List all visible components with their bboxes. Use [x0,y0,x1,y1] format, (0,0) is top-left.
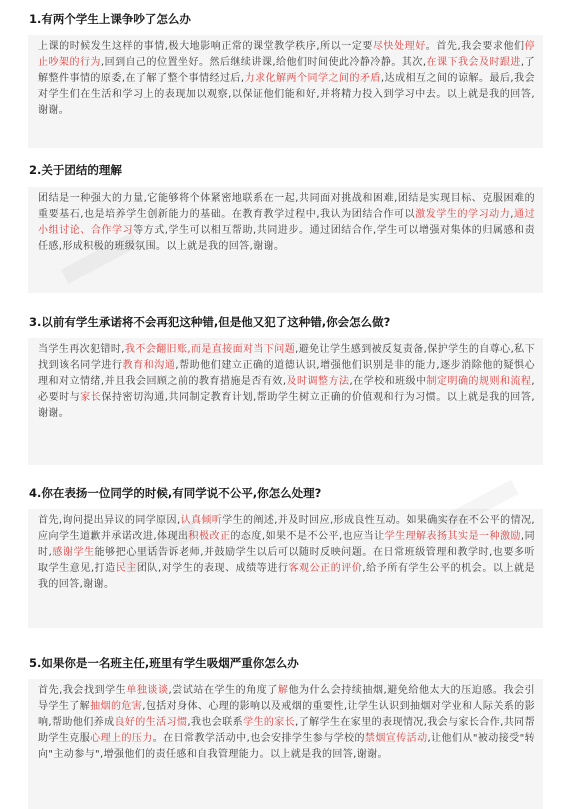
highlighted-phrase: 停止吵架的行为 [38,41,536,68]
answer-text [38,342,535,422]
question-title: 5.如果你是一名班主任,班里有学生吸烟严重你怎么办 [29,656,299,670]
highlighted-phrase: 良好的生活习惯 [114,717,188,728]
answer-segment: 团队,对学生的表现、成绩等进行 [136,563,289,574]
highlighted-phrase: 解 [277,685,289,696]
highlighted-phrase: 我不会翻旧账,而是直接面对当下问题 [124,344,296,355]
highlighted-phrase: 尽快处理好 [372,41,426,52]
answer-segment: ,了解学生在家里的表现情况,我会与家长合作,共同帮助学生克服 [38,717,535,744]
highlighted-phrase: 制定明确的规则和流程 [426,376,532,387]
highlighted-phrase: 心理上的压力 [90,733,153,744]
highlighted-phrase: 力求化解两个同学之间的矛盾 [244,73,381,84]
answer-segment: 。在日常教学活动中,也会安排学生参与学校的 [152,733,365,744]
highlighted-phrase: 在课下我会及时跟进 [426,57,521,68]
answer-segment: 他为什么会持续抽烟,避免给他太大的压迫感。我会引导学生了解 [38,685,535,712]
question-section-1 [0,12,571,116]
answer-segment: 能够把心里话告诉老师,并鼓励学生以后可以随时反映问题。在日常班级管理和教学时,也要多听取学生意见,打造 [38,547,535,574]
question-section-5 [0,656,571,760]
highlighted-phrase: 家长 [80,392,102,403]
highlighted-phrase: 学生理解表扬其实是一种激励 [384,531,521,542]
highlighted-phrase: 激发学生的学习动力 [415,209,511,220]
answer-segment: 首先,我会找到学生 [38,685,127,696]
answer-segment: 团结是一种强大的力量,它能够将个体紧密地联系在一起,共同面对挑战和困难,团结是实现目标、克服困难的重要基石,也是培养学生创新能力的基础。在教育教学过程中,我认为团结合作可以 [38,193,535,220]
question-section-2 [0,163,571,252]
answer-segment: ,我也会联系 [187,717,244,728]
answer-segment: ,回到自己的位置坐好。然后继续讲课,给他们时间使此冷静冷静。其次, [100,57,427,68]
answer-text [38,191,535,255]
highlighted-phrase: 学生的家长 [243,717,296,728]
highlighted-phrase: 通过小组讨论、合作学习 [38,209,535,236]
highlighted-phrase: 教育和沟通 [122,360,176,371]
answer-segment: 上课的时候发生这样的事情,极大地影响正常的课堂教学秩序,所以一定要 [38,41,373,52]
answer-segment: ,必要时与 [38,376,536,403]
answer-box [28,187,543,293]
answer-segment: 学生的阐述,并及时回应,形成良性互动。如果确实存在不公平的情况,应向学生道歉并承诺改进,体现出 [38,515,535,542]
highlighted-phrase: 客观公正的评价 [288,563,363,574]
answer-box [28,679,543,809]
question-title: 2.关于团结的理解 [29,163,122,177]
answer-segment: 。首先,我会要求他们 [425,41,525,52]
answer-box [28,509,543,628]
question-title: 4.你在表扬一位同学的时候,有同学说不公平,你怎么处理? [29,486,322,500]
highlighted-phrase: 认真倾听 [180,515,223,526]
highlighted-phrase: 禁烟宣传活动 [364,733,428,744]
answer-segment: ,尝试站在学生的角度了 [168,685,278,696]
answer-segment: ,在学校和班级中 [349,376,427,387]
answer-segment: ,了解整件事情的原委,在了解了整个事情经过后, [38,57,535,84]
answer-segment: , [510,209,514,220]
answer-segment: ,包括对身体、心理的影响以及戒烟的重要性,让学生认识到抽烟对学业和人际关系的影响,帮助他们养成 [38,701,535,728]
highlighted-phrase: 民主 [115,563,137,574]
answer-segment: ,帮助他们建立正确的道德认识,增强他们识别是非的能力,逐步消除他的疑惧心理和对立情绪,并且我会回顾之前的教育措施是否有效, [38,360,536,387]
answer-segment: 等方式,学生可以相互帮助,共同进步。通过团结合作,学生可以增强对集体的归属感和责任感,形成积极的班级氛围。以上就是我的回答,谢谢。 [38,225,535,252]
answer-segment: ,给予所有学生公平的机会。以上就是我的回答,谢谢。 [38,563,535,590]
answer-segment: 的态度,如果不是不公平,也应当让 [230,531,385,542]
question-section-4 [0,486,571,590]
answer-segment: 当学生再次犯错时, [38,344,125,355]
highlighted-phrase: 抽烟的危害 [90,701,143,712]
answer-segment: 保持密切沟通,共同制定教育计划,帮助学生树立正确的价值观和行为习惯。以上就是我的回答,谢谢。 [38,392,535,419]
answer-segment: 首先,询问提出异议的同学原因, [38,515,181,526]
highlighted-phrase: 及时调整方法 [286,376,350,387]
question-section-3 [0,315,571,419]
question-title: 1.有两个学生上课争吵了怎么办 [29,12,191,26]
answer-segment: ,达成相互之间的谅解。最后,我会对学生们在生活和学习上的表现加以观察,以保证他们能和好,并将精力投入到学习中去。以上就是我的回答,谢谢。 [38,73,535,116]
answer-box [28,338,543,465]
answer-segment: ,让他们从"被动接受"转向"主动参与",增强他们的责任感和自我管理能力。以上就是我的回答,谢谢。 [38,733,535,760]
answer-segment: ,同时, [38,531,535,558]
highlighted-phrase: 感谢学生 [52,547,95,558]
answer-text [38,513,535,593]
answer-text [38,683,535,763]
question-title: 3.以前有学生承诺将不会再犯这种错,但是他又犯了这种错,你会怎么做? [29,315,391,329]
highlighted-phrase: 单独谈谈 [126,685,169,696]
answer-segment: ,避免让学生感到被反复责备,保护学生的自尊心,私下找到该名同学进行 [38,344,535,371]
answer-text [38,39,535,119]
answer-box [28,35,543,148]
highlighted-phrase: 积极改正 [188,531,231,542]
